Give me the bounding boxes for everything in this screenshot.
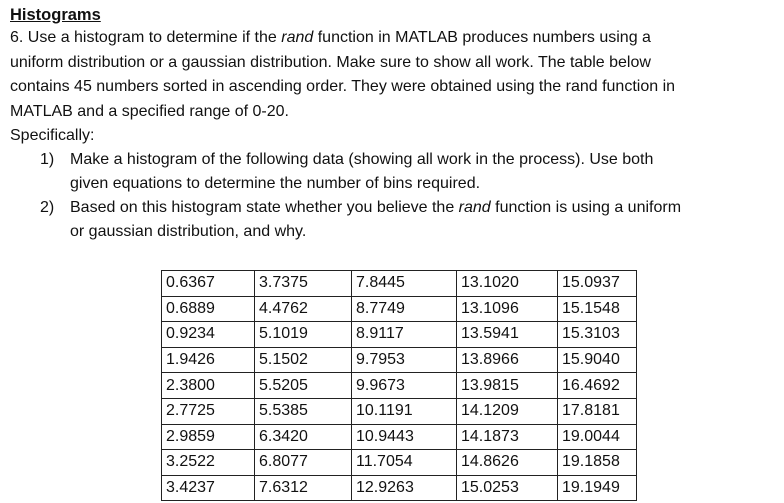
problem-line-1-end: function in MATLAB produces numbers using a [313,29,651,46]
table-row [162,373,637,399]
table-cell: 13.5941 [457,322,558,348]
table-cell: 2.3800 [162,373,255,399]
task-2-line-1-end: function is using a uniform [490,199,682,216]
table-cell: 15.0253 [457,475,558,501]
table-cell: 2.9859 [162,424,255,450]
table-cell: 0.9234 [162,322,255,348]
table-cell: 2.7725 [162,398,255,424]
table-cell: 16.4692 [558,373,637,399]
rand-emphasis: rand [281,29,314,46]
task-1-line-2: given equations to determine the number of bins required. [70,175,481,192]
task-2-line-2: or gaussian distribution, and why. [70,223,307,240]
table-cell: 13.1096 [457,296,558,322]
specifically-label: Specifically: [10,127,95,144]
table-cell: 15.0937 [558,271,637,297]
table-row [162,296,637,322]
table-row [162,424,637,450]
table-cell: 11.7054 [352,450,457,476]
table-row [162,347,637,373]
table-cell: 9.9673 [352,373,457,399]
table-cell: 13.9815 [457,373,558,399]
problem-line-4: MATLAB and a specified range of 0-20. [10,102,289,120]
table-cell: 8.7749 [352,296,457,322]
table-cell: 14.1873 [457,424,558,450]
task-2-line-1 [70,196,780,220]
document [10,4,780,244]
table-cell: 3.2522 [162,450,255,476]
table-cell: 4.4762 [255,296,352,322]
table-cell: 3.7375 [255,271,352,297]
table-cell: 0.6889 [162,296,255,322]
table-row [162,475,637,501]
table-cell: 0.6367 [162,271,255,297]
table-cell: 3.4237 [162,475,255,501]
page-title: Histograms [10,6,101,24]
table-cell: 15.3103 [558,322,637,348]
problem-line-1 [10,26,780,51]
table-cell: 14.8626 [457,450,558,476]
table-cell: 10.1191 [352,398,457,424]
table-cell: 13.1020 [457,271,558,297]
table-cell: 12.9263 [352,475,457,501]
data-table-body [162,271,637,501]
problem-line-1-start: 6. Use a histogram to determine if the [10,29,282,46]
table-cell: 14.1209 [457,398,558,424]
table-row [162,271,637,297]
task-item-1 [10,148,780,196]
table-cell: 6.3420 [255,424,352,450]
table-cell: 7.8445 [352,271,457,297]
rand-emphasis-2: rand [458,199,491,216]
task-1-line-1: Make a histogram of the following data (showing all work in the process). Use both [70,151,654,168]
table-cell: 1.9426 [162,347,255,373]
table-cell: 15.1548 [558,296,637,322]
table-cell: 15.9040 [558,347,637,373]
table-cell: 6.8077 [255,450,352,476]
table-row [162,398,637,424]
table-row [162,322,637,348]
task-number-1: 1) [40,151,55,168]
data-table [161,270,637,501]
task-item-2 [10,196,780,244]
table-cell: 17.8181 [558,398,637,424]
table-cell: 9.7953 [352,347,457,373]
table-cell: 13.8966 [457,347,558,373]
table-cell: 8.9117 [352,322,457,348]
table-cell: 19.0044 [558,424,637,450]
table-cell: 19.1949 [558,475,637,501]
table-cell: 10.9443 [352,424,457,450]
task-number-2: 2) [40,199,55,216]
table-row [162,450,637,476]
table-cell: 5.1019 [255,322,352,348]
table-cell: 5.1502 [255,347,352,373]
task-list [10,148,780,244]
task-2-line-1-start: Based on this histogram state whether you believe the [70,199,459,216]
problem-statement [10,26,780,124]
table-cell: 19.1858 [558,450,637,476]
problem-line-2: uniform distribution or a gaussian distribution. Make sure to show all work. The table below [10,53,651,71]
table-cell: 5.5205 [255,373,352,399]
table-cell: 5.5385 [255,398,352,424]
problem-line-3: contains 45 numbers sorted in ascending order. They were obtained using the rand function in [10,78,676,95]
table-cell: 7.6312 [255,475,352,501]
